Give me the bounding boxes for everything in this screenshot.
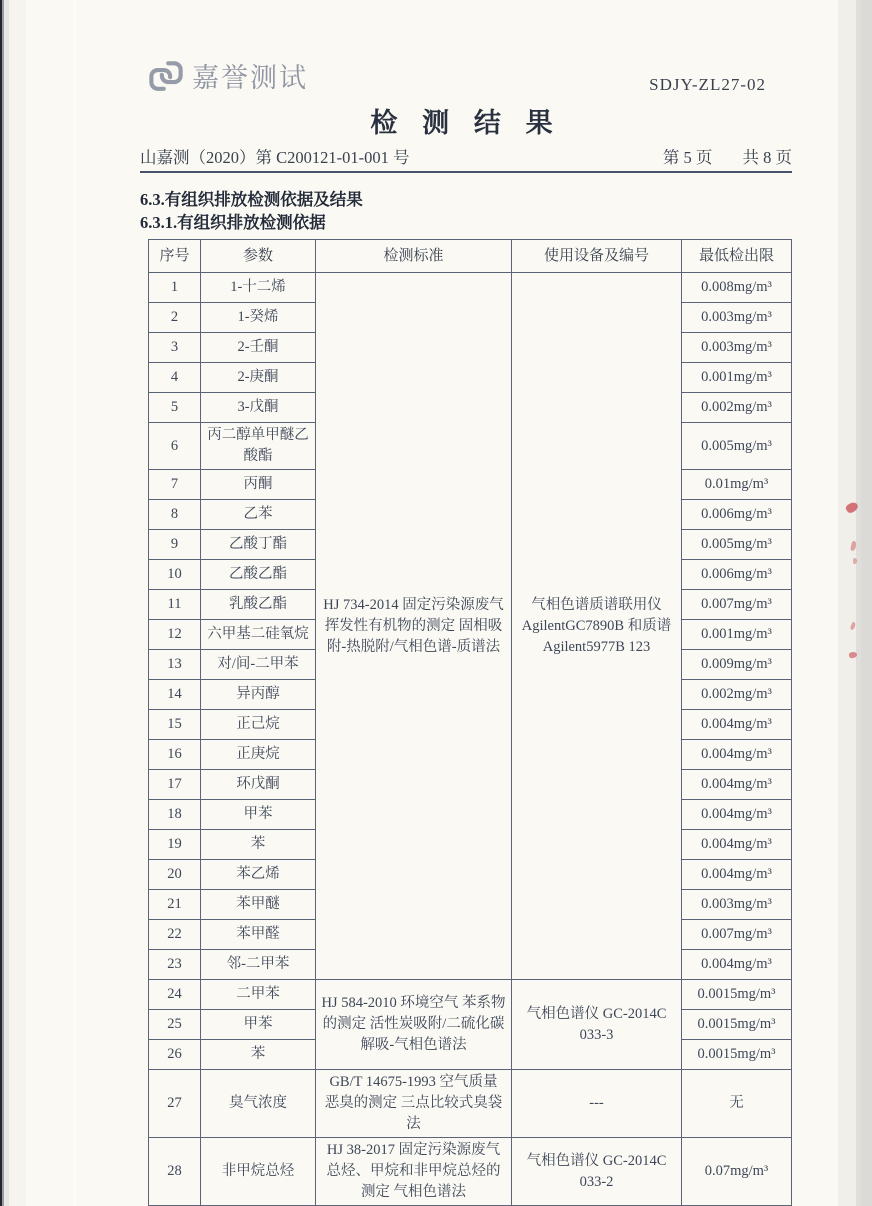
cell-limit: 0.006mg/m³ bbox=[682, 500, 792, 530]
cell-no: 10 bbox=[149, 560, 201, 590]
red-ink-mark bbox=[850, 541, 857, 552]
cell-limit: 0.001mg/m³ bbox=[682, 363, 792, 393]
cell-limit: 0.005mg/m³ bbox=[682, 530, 792, 560]
cell-param: 正己烷 bbox=[201, 710, 316, 740]
report-number-row bbox=[140, 144, 792, 173]
cell-no: 3 bbox=[149, 333, 201, 363]
cell-limit: 0.003mg/m³ bbox=[682, 303, 792, 333]
page-total: 共 8 页 bbox=[742, 148, 792, 167]
cell-limit: 0.0015mg/m³ bbox=[682, 1040, 792, 1070]
cell-param: 丙二醇单甲醚乙酸酯 bbox=[201, 423, 316, 470]
cell-no: 16 bbox=[149, 740, 201, 770]
cell-standard: HJ 38-2017 固定污染源废气 总烃、甲烷和非甲烷总烃的测定 气相色谱法 bbox=[316, 1138, 512, 1206]
cell-no: 5 bbox=[149, 393, 201, 423]
cell-no: 17 bbox=[149, 770, 201, 800]
cell-limit: 0.0015mg/m³ bbox=[682, 980, 792, 1010]
cell-no: 8 bbox=[149, 500, 201, 530]
section-heading-6-3: 6.3.有组织排放检测依据及结果 bbox=[140, 190, 363, 209]
cell-no: 11 bbox=[149, 590, 201, 620]
cell-no: 14 bbox=[149, 680, 201, 710]
cell-limit: 0.07mg/m³ bbox=[682, 1138, 792, 1206]
column-header-1: 参数 bbox=[201, 240, 316, 273]
table-row bbox=[149, 1070, 792, 1138]
red-ink-mark bbox=[845, 501, 860, 515]
cell-limit: 0.002mg/m³ bbox=[682, 393, 792, 423]
cell-no: 27 bbox=[149, 1070, 201, 1138]
cell-param: 环戊酮 bbox=[201, 770, 316, 800]
page-header bbox=[140, 56, 792, 95]
cell-param: 苯 bbox=[201, 830, 316, 860]
column-header-2: 检测标准 bbox=[316, 240, 512, 273]
cell-limit: 0.003mg/m³ bbox=[682, 333, 792, 363]
section-heading-6-3-1: 6.3.1.有组织排放检测依据 bbox=[140, 213, 326, 232]
document-code: SDJY-ZL27-02 bbox=[649, 75, 766, 94]
table-row bbox=[149, 980, 792, 1010]
cell-no: 20 bbox=[149, 860, 201, 890]
cell-param: 六甲基二硅氧烷 bbox=[201, 620, 316, 650]
cell-param: 对/间-二甲苯 bbox=[201, 650, 316, 680]
cell-param: 乳酸乙酯 bbox=[201, 590, 316, 620]
cell-standard: HJ 734-2014 固定污染源废气 挥发性有机物的测定 固相吸附-热脱附/气相色谱-质谱法 bbox=[316, 273, 512, 980]
cell-equipment: 气相色谱质谱联用仪 AgilentGC7890B 和质谱 Agilent5977B 123 bbox=[512, 273, 682, 980]
cell-no: 22 bbox=[149, 920, 201, 950]
cell-limit: 0.004mg/m³ bbox=[682, 860, 792, 890]
cell-param: 1-十二烯 bbox=[201, 273, 316, 303]
cell-param: 甲苯 bbox=[201, 800, 316, 830]
page-title: 检 测 结 果 bbox=[370, 108, 562, 138]
cell-no: 25 bbox=[149, 1010, 201, 1040]
cell-limit: 无 bbox=[682, 1070, 792, 1138]
cell-no: 12 bbox=[149, 620, 201, 650]
cell-no: 19 bbox=[149, 830, 201, 860]
table-head bbox=[149, 240, 792, 273]
cell-no: 26 bbox=[149, 1040, 201, 1070]
red-ink-mark bbox=[853, 558, 857, 564]
page-current: 第 5 页 bbox=[662, 148, 713, 167]
cell-param: 2-壬酮 bbox=[201, 333, 316, 363]
report-page bbox=[140, 56, 792, 1206]
cell-param: 苯乙烯 bbox=[201, 860, 316, 890]
cell-param: 乙酸乙酯 bbox=[201, 560, 316, 590]
cell-equipment: 气相色谱仪 GC-2014C 033-2 bbox=[512, 1138, 682, 1206]
table-body bbox=[149, 273, 792, 1206]
cell-param: 丙酮 bbox=[201, 470, 316, 500]
cell-no: 18 bbox=[149, 800, 201, 830]
cell-standard: HJ 584-2010 环境空气 苯系物的测定 活性炭吸附/二硫化碳解吸-气相色谱法 bbox=[316, 980, 512, 1070]
report-number: 山嘉测（2020）第 C200121-01-001 号 bbox=[140, 148, 410, 167]
cell-limit: 0.01mg/m³ bbox=[682, 470, 792, 500]
pagination bbox=[637, 144, 792, 168]
cell-param: 苯甲醛 bbox=[201, 920, 316, 950]
cell-limit: 0.006mg/m³ bbox=[682, 560, 792, 590]
cell-limit: 0.007mg/m³ bbox=[682, 590, 792, 620]
column-header-4: 最低检出限 bbox=[682, 240, 792, 273]
cell-limit: 0.002mg/m³ bbox=[682, 680, 792, 710]
cell-limit: 0.003mg/m³ bbox=[682, 890, 792, 920]
cell-limit: 0.008mg/m³ bbox=[682, 273, 792, 303]
cell-limit: 0.004mg/m³ bbox=[682, 710, 792, 740]
jiayu-knot-icon bbox=[148, 58, 184, 94]
cell-no: 15 bbox=[149, 710, 201, 740]
cell-param: 乙苯 bbox=[201, 500, 316, 530]
table-row bbox=[149, 1138, 792, 1206]
cell-param: 非甲烷总烃 bbox=[201, 1138, 316, 1206]
cell-no: 13 bbox=[149, 650, 201, 680]
cell-param: 甲苯 bbox=[201, 1010, 316, 1040]
cell-param: 1-癸烯 bbox=[201, 303, 316, 333]
company-logo bbox=[148, 56, 308, 95]
cell-no: 24 bbox=[149, 980, 201, 1010]
cell-standard: GB/T 14675-1993 空气质量 恶臭的测定 三点比较式臭袋法 bbox=[316, 1070, 512, 1138]
cell-param: 苯 bbox=[201, 1040, 316, 1070]
cell-param: 异丙醇 bbox=[201, 680, 316, 710]
cell-equipment: 气相色谱仪 GC-2014C 033-3 bbox=[512, 980, 682, 1070]
cell-limit: 0.004mg/m³ bbox=[682, 830, 792, 860]
cell-equipment: --- bbox=[512, 1070, 682, 1138]
table-row bbox=[149, 273, 792, 303]
cell-no: 28 bbox=[149, 1138, 201, 1206]
cell-no: 1 bbox=[149, 273, 201, 303]
column-header-3: 使用设备及编号 bbox=[512, 240, 682, 273]
cell-limit: 0.004mg/m³ bbox=[682, 950, 792, 980]
cell-limit: 0.004mg/m³ bbox=[682, 800, 792, 830]
cell-limit: 0.0015mg/m³ bbox=[682, 1010, 792, 1040]
red-ink-mark bbox=[850, 622, 856, 631]
cell-no: 21 bbox=[149, 890, 201, 920]
cell-limit: 0.007mg/m³ bbox=[682, 920, 792, 950]
red-ink-mark bbox=[848, 651, 857, 659]
cell-limit: 0.004mg/m³ bbox=[682, 770, 792, 800]
company-name: 嘉誉测试 bbox=[192, 63, 308, 93]
cell-param: 2-庚酮 bbox=[201, 363, 316, 393]
cell-param: 乙酸丁酯 bbox=[201, 530, 316, 560]
cell-param: 3-戊酮 bbox=[201, 393, 316, 423]
cell-param: 邻-二甲苯 bbox=[201, 950, 316, 980]
cell-param: 臭气浓度 bbox=[201, 1070, 316, 1138]
table-header-row bbox=[149, 240, 792, 273]
cell-limit: 0.001mg/m³ bbox=[682, 620, 792, 650]
column-header-0: 序号 bbox=[149, 240, 201, 273]
cell-no: 9 bbox=[149, 530, 201, 560]
cell-limit: 0.009mg/m³ bbox=[682, 650, 792, 680]
cell-no: 4 bbox=[149, 363, 201, 393]
cell-limit: 0.004mg/m³ bbox=[682, 740, 792, 770]
cell-param: 苯甲醚 bbox=[201, 890, 316, 920]
cell-no: 2 bbox=[149, 303, 201, 333]
cell-no: 23 bbox=[149, 950, 201, 980]
cell-no: 6 bbox=[149, 423, 201, 470]
cell-no: 7 bbox=[149, 470, 201, 500]
cell-limit: 0.005mg/m³ bbox=[682, 423, 792, 470]
detection-basis-table bbox=[148, 239, 792, 1206]
cell-param: 正庚烷 bbox=[201, 740, 316, 770]
cell-param: 二甲苯 bbox=[201, 980, 316, 1010]
